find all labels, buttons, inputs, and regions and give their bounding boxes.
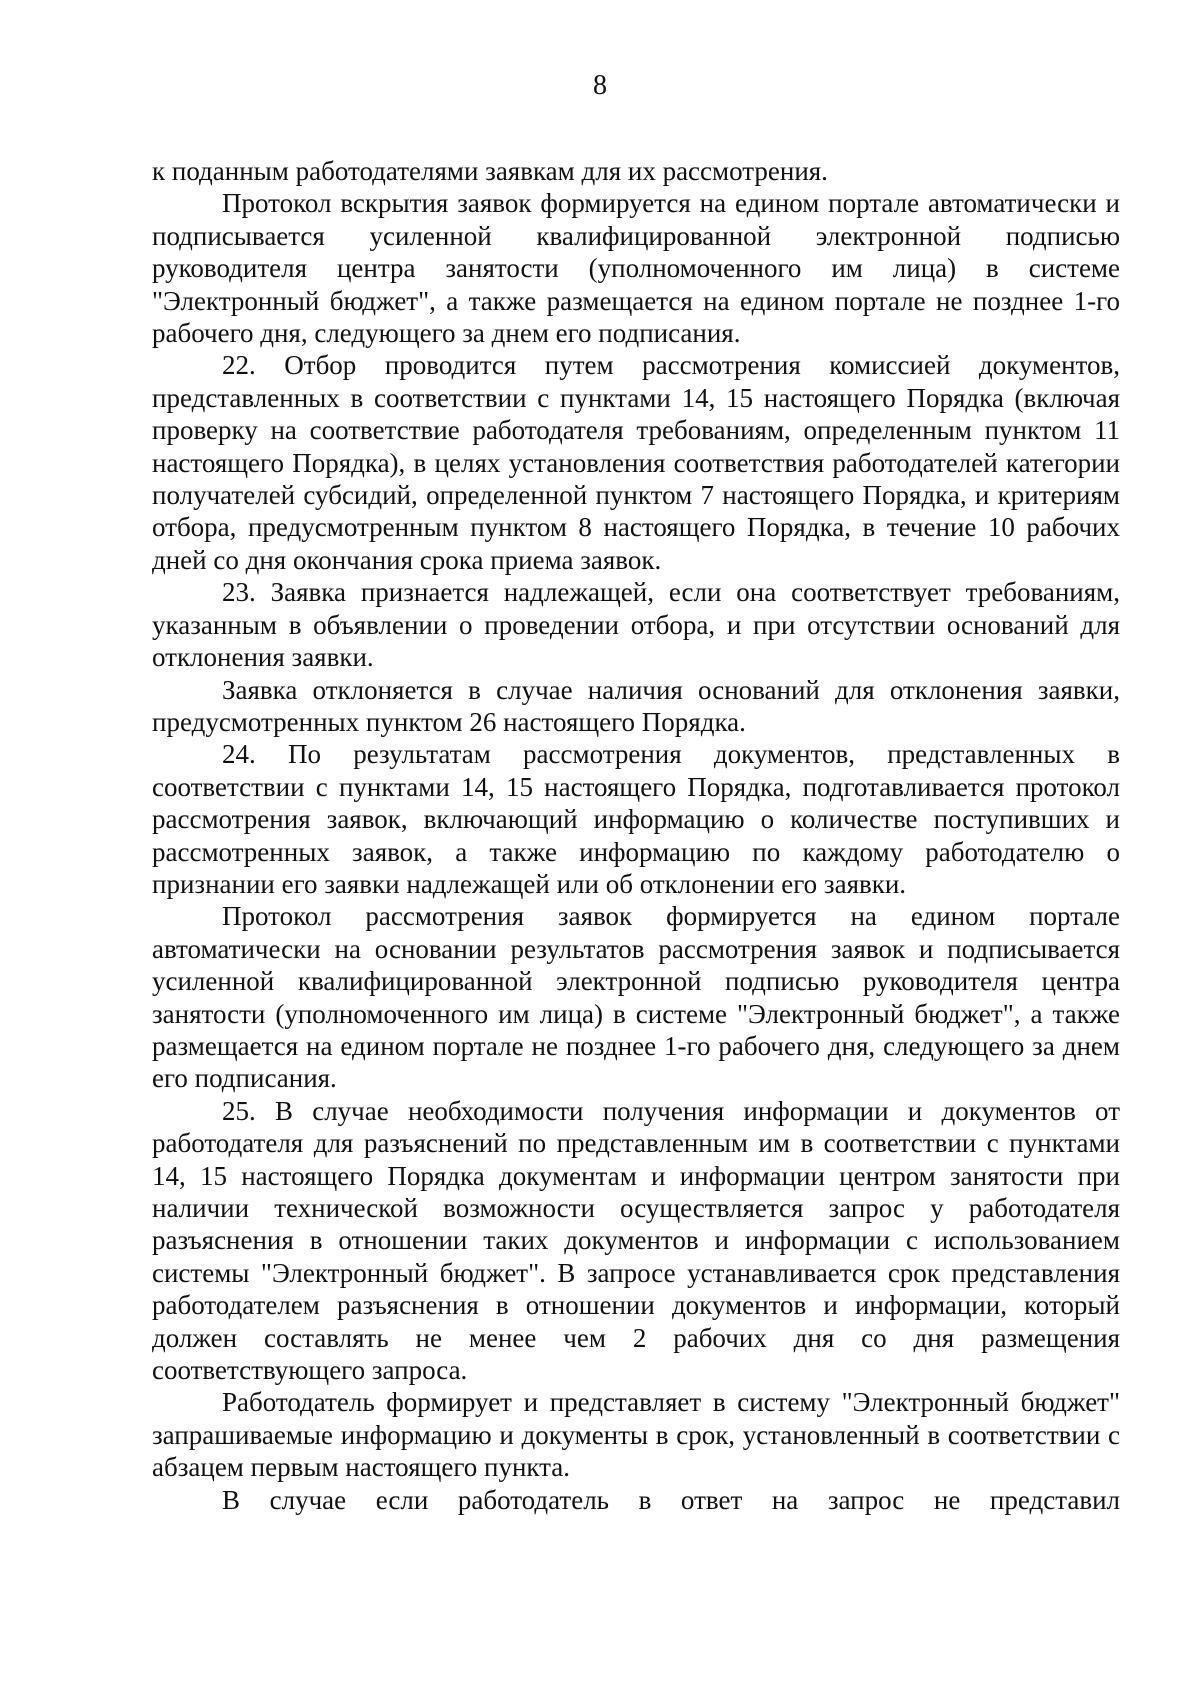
paragraph-2: Протокол вскрытия заявок формируется на едином портале автоматически и подписывается усиленной квалифицированной электронной подписью руководителя центра занятости (уполномоченного им лица) в системе "Электронный бюджет", а также размещается на едином портале не позднее 1-го рабочего дня, следующего за днем его подписания.	[152, 188, 1120, 349]
paragraph-9: Работодатель формирует и представляет в систему "Электронный бюджет" запрашиваемые информацию и документы в срок, установленный в соответствии с абзацем первым настоящего пункта.	[152, 1387, 1120, 1483]
paragraph-6: 24. По результатам рассмотрения документов, представленных в соответствии с пунктами 14, 15 настоящего Порядка, подготавливается протокол рассмотрения заявок, включающий информацию о количестве поступивших и рассмотренных заявок, а также информацию по каждому работодателю о признании его заявки надлежащей или об отклонении его заявки.	[152, 739, 1120, 899]
paragraph-10: В случае если работодатель в ответ на запрос не представил	[222, 1484, 1120, 1515]
paragraph-4: 23. Заявка признается надлежащей, если она соответствует требованиям, указанным в объявлении о проведении отбора, и при отсутствии оснований для отклонения заявки.	[152, 577, 1120, 673]
paragraph-5: Заявка отклоняется в случае наличия оснований для отклонения заявки, предусмотренных пунктом 26 настоящего Порядка.	[152, 674, 1120, 737]
document-body	[152, 155, 1120, 1516]
page-number: 8	[593, 70, 607, 101]
paragraph-8: 25. В случае необходимости получения информации и документов от работодателя для разъяснений по представленным им в соответствии с пунктами 14, 15 настоящего Порядка документам и информации центром занятости при наличии технической возможности осуществляется запрос у работодателя разъяснения в отношении таких документов и информации с использованием системы "Электронный бюджет". В запросе устанавливается срок представления работодателем разъяснения в отношении документов и информации, который должен составлять не менее чем 2 рабочих дня со дня размещения соответствующего запроса.	[152, 1095, 1120, 1386]
paragraph-7: Протокол рассмотрения заявок формируется на едином портале автоматически на основании результатов рассмотрения заявок и подписывается усиленной квалифицированной электронной подписью руководителя центра занятости (уполномоченного им лица) в системе "Электронный бюджет", а также размещается на едином портале не позднее 1-го рабочего дня, следующего за днем его подписания.	[152, 901, 1120, 1094]
paragraph-1: к поданным работодателями заявкам для их рассмотрения.	[152, 156, 828, 186]
paragraph-3: 22. Отбор проводится путем рассмотрения комиссией документов, представленных в соответствии с пунктами 14, 15 настоящего Порядка (включая проверку на соответствие работодателя требованиям, определенным пунктом 11 настоящего Порядка), в целях установления соответствия работодателей категории получателей субсидий, определенной пунктом 7 настоящего Порядка, и критериям отбора, предусмотренным пунктом 8 настоящего Порядка, в течение 10 рабочих дней со дня окончания срока приема заявок.	[152, 350, 1120, 575]
